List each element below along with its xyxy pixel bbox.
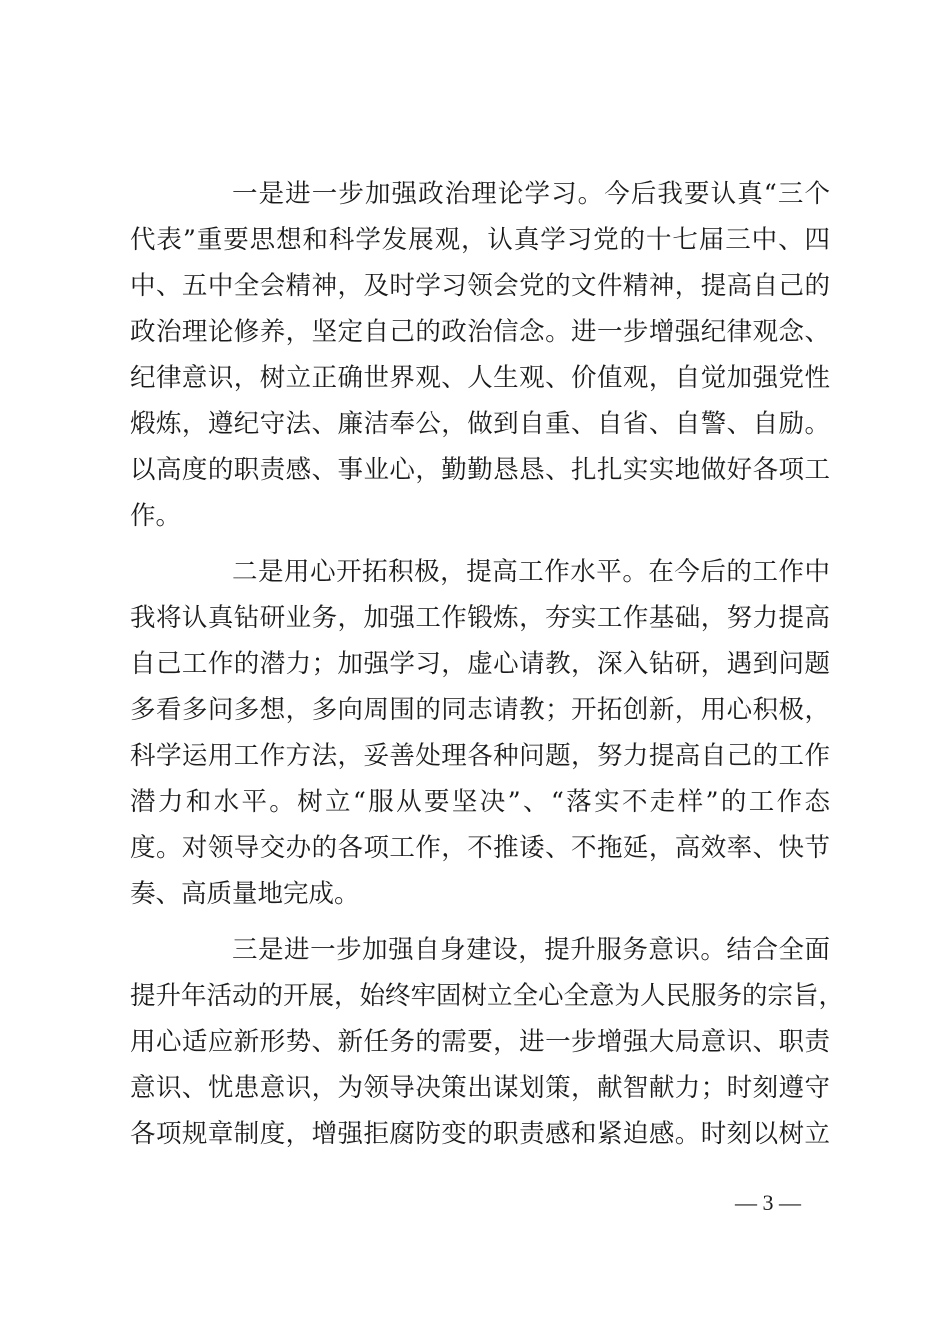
paragraph-3-line-3: 用心适应新形势、新任务的需要，进一步增强大局意识、职责 bbox=[130, 1027, 830, 1057]
paragraph-3-line-1: 三是进一步加强自身建设，提升服务意识。结合全面 bbox=[232, 935, 830, 965]
paragraph-3-line-4: 意识、忧患意识，为领导决策出谋划策，献智献力；时刻遵守 bbox=[130, 1073, 830, 1103]
paragraph-2-line-5: 科学运用工作方法，妥善处理各种问题，努力提高自己的工作 bbox=[130, 741, 830, 771]
paragraph-1-line-7: 以高度的职责感、事业心，勤勤恳恳、扎扎实实地做好各项工 bbox=[130, 455, 830, 485]
paragraph-2-line-6: 潜力和水平。树立“服从要坚决”、“落实不走样”的工作态 bbox=[130, 787, 830, 817]
paragraph-2-line-1: 二是用心开拓积极，提高工作水平。在今后的工作中 bbox=[232, 557, 830, 587]
paragraph-2-line-8: 奏、高质量地完成。 bbox=[130, 879, 360, 909]
paragraph-1-line-2: 代表”重要思想和科学发展观，认真学习党的十七届三中、四 bbox=[130, 225, 830, 255]
paragraph-1-line-3: 中、五中全会精神，及时学习领会党的文件精神，提高自己的 bbox=[130, 271, 830, 301]
paragraph-1-line-1: 一是进一步加强政治理论学习。今后我要认真“三个 bbox=[232, 179, 830, 209]
paragraph-2-line-3: 自己工作的潜力；加强学习，虚心请教，深入钻研，遇到问题 bbox=[130, 649, 830, 679]
paragraph-2-line-4: 多看多问多想，多向周围的同志请教；开拓创新，用心积极， bbox=[130, 695, 830, 725]
paragraph-2-line-7: 度。对领导交办的各项工作，不推诿、不拖延，高效率、快节 bbox=[130, 833, 830, 863]
paragraph-1-line-5: 纪律意识，树立正确世界观、人生观、价值观，自觉加强党性 bbox=[130, 363, 830, 393]
page-number: — 3 — bbox=[735, 1190, 801, 1215]
paragraph-2-line-2: 我将认真钻研业务，加强工作锻炼，夯实工作基础，努力提高 bbox=[130, 603, 830, 633]
paragraph-1-line-6: 煅炼，遵纪守法、廉洁奉公，做到自重、自省、自警、自励。 bbox=[130, 409, 830, 439]
paragraph-1-line-4: 政治理论修养，坚定自己的政治信念。进一步增强纪律观念、 bbox=[130, 317, 830, 347]
paragraph-1-line-8: 作。 bbox=[130, 501, 182, 531]
paragraph-3-line-5: 各项规章制度，增强拒腐防变的职责感和紧迫感。时刻以树立 bbox=[130, 1119, 830, 1149]
paragraph-3-line-2: 提升年活动的开展，始终牢固树立全心全意为人民服务的宗旨， bbox=[130, 981, 845, 1011]
